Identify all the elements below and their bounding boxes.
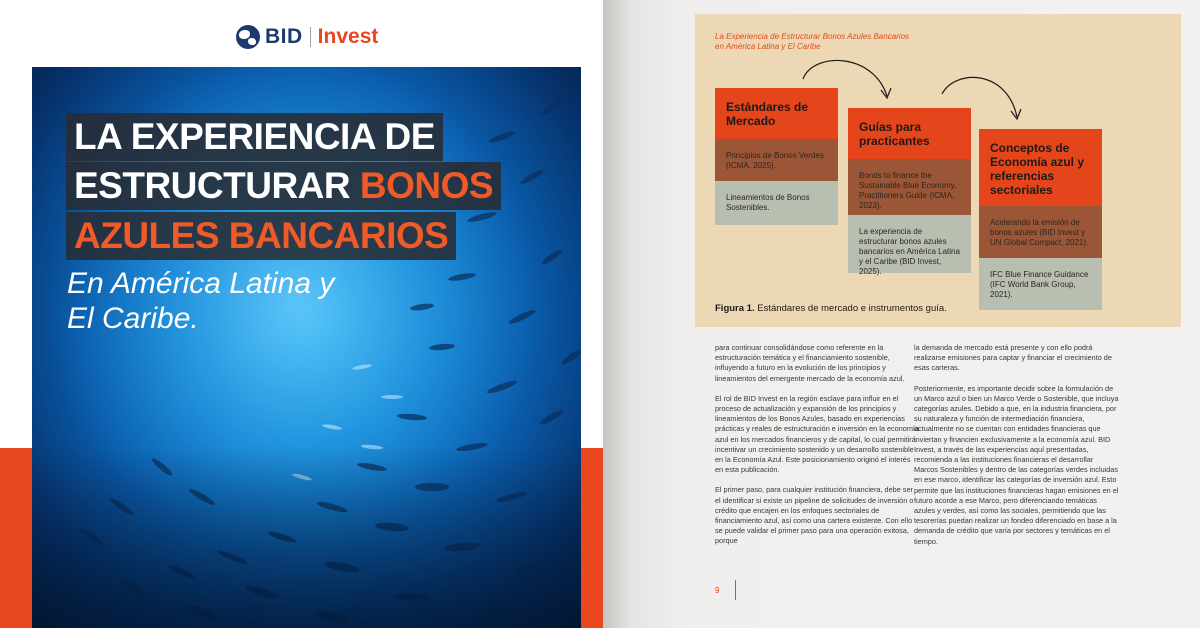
figure-header: La Experiencia de Estructurar Bonos Azules Bancarios en América Latina y El Caribe <box>715 32 910 51</box>
column-2-item-2: La experiencia de estructurar bonos azules bancarios en América Latina y el Caribe (BID Invest, 2025). <box>848 215 971 273</box>
figure-column-2 <box>848 108 971 276</box>
body-paragraph: para continuar consolidándose como referente en la estructuración temática y el financiamiento sostenible, influyendo a futuro en la evolución de los principios y lineamientos del emergente mercado de la economía azul. <box>715 343 905 383</box>
body-paragraph: la demanda de mercado está presente y con ello podrá realizarse emisiones para captar y financiar el crecimiento de esas carteras. <box>914 343 1112 373</box>
figure-caption-text: Estándares de mercado e instrumentos guía. <box>754 303 947 314</box>
figure-column-1 <box>715 88 838 225</box>
figure-caption-label: Figura 1. <box>715 303 755 314</box>
column-3-title: Conceptos de Economía azul y referencias sectoriales <box>979 129 1102 206</box>
figure-panel <box>695 14 1181 327</box>
logo-product: Invest <box>317 25 379 48</box>
figure-column-3 <box>979 129 1102 310</box>
body-paragraph: Posteriormente, es importante decidir sobre la formulación de un Marco azul o bien un Marco Verde o Sostenible, que incluya categorías azules. Debido a que, en la industria financiera, por su naturaleza y función de intermediación financiera, actualmente no se cuentan con entidades financieras que inviertan y financien exclusivamente a la economía azul. BID Invest, a través de las experiencias aquí presentadas, recomienda a las instituciones financieras el desarrollar Marcos Sostenibles y dentro de las categorías verdes incluidas en ese marco, identificar las categorías de inversión azul. Esto permite que las instituciones financieras hagan emisiones en el futuro acorde a ese Marco, pero diferenciando temáticas azules y verdes, así como las sociales, permitiendo que las tesorerías puedan realizar un fondeo diferenciado en base a la demanda de crédito que varía por sectores y temáticas en el tiempo. <box>914 383 1119 546</box>
cover-title-line-3: AZULES BANCARIOS <box>66 212 456 260</box>
page-number: 9 <box>715 586 720 595</box>
interior-page <box>603 0 1200 628</box>
column-2-title: Guías para practicantes <box>848 108 971 159</box>
body-paragraph: El primer paso, para cualquier institución financiera, debe ser el identificar si existe un pipeline de solicitudes de inversión o crédito que encajen en los enfoques sectoriales de financiamiento azul, así como una cartera existente. Con ello se puede validar el primer paso para una operación exitosa, porque <box>715 485 914 546</box>
column-1-item-2: Lineamientos de Bonos Sostenibles. <box>715 181 838 225</box>
cover-subtitle: En América Latina y El Caribe. <box>67 267 335 335</box>
column-3-item-2: IFC Blue Finance Guidance (IFC World Bank Group, 2021). <box>979 258 1102 310</box>
figure-caption <box>715 303 947 314</box>
cover-title-line-2-b: BONOS <box>359 165 494 206</box>
body-column-left <box>715 343 920 557</box>
bid-invest-logo <box>236 24 378 50</box>
column-2-item-1: Bonds to finance the Sustainable Blue Economy, Practitioners Guide (ICMA, 2023). <box>848 159 971 215</box>
column-1-title: Estándares de Mercado <box>715 88 838 139</box>
cover-title-line-2-a: ESTRUCTURAR <box>74 165 360 206</box>
cover-title-line-1: LA EXPERIENCIA DE <box>66 113 443 161</box>
logo-divider <box>310 27 311 47</box>
globe-icon <box>236 25 260 49</box>
column-1-item-1: Principios de Bonos Verdes (ICMA, 2025). <box>715 139 838 181</box>
column-3-item-1: Acelerando la emisión de bonos azules (BID Invest y UN Global Compact, 2021). <box>979 206 1102 258</box>
body-paragraph: El rol de BID Invest en la región esclave para influir en el proceso de actualización y expansión de los principios y lineamientos de los Bonos Azules, basado en experiencias prácticas y reales de estructuración e inversión en la economía azul en los mercados financieros y de capital, lo cual permitirá incentivar un crecimiento sostenido y un desarrollo sostenible en la Economía Azul. Este posicionamiento originó el interés en esta publicación. <box>715 393 920 475</box>
body-column-right <box>914 343 1119 557</box>
cover-title-line-2 <box>66 162 501 210</box>
logo-brand: BID <box>265 25 303 48</box>
page-number-rule <box>735 580 736 600</box>
